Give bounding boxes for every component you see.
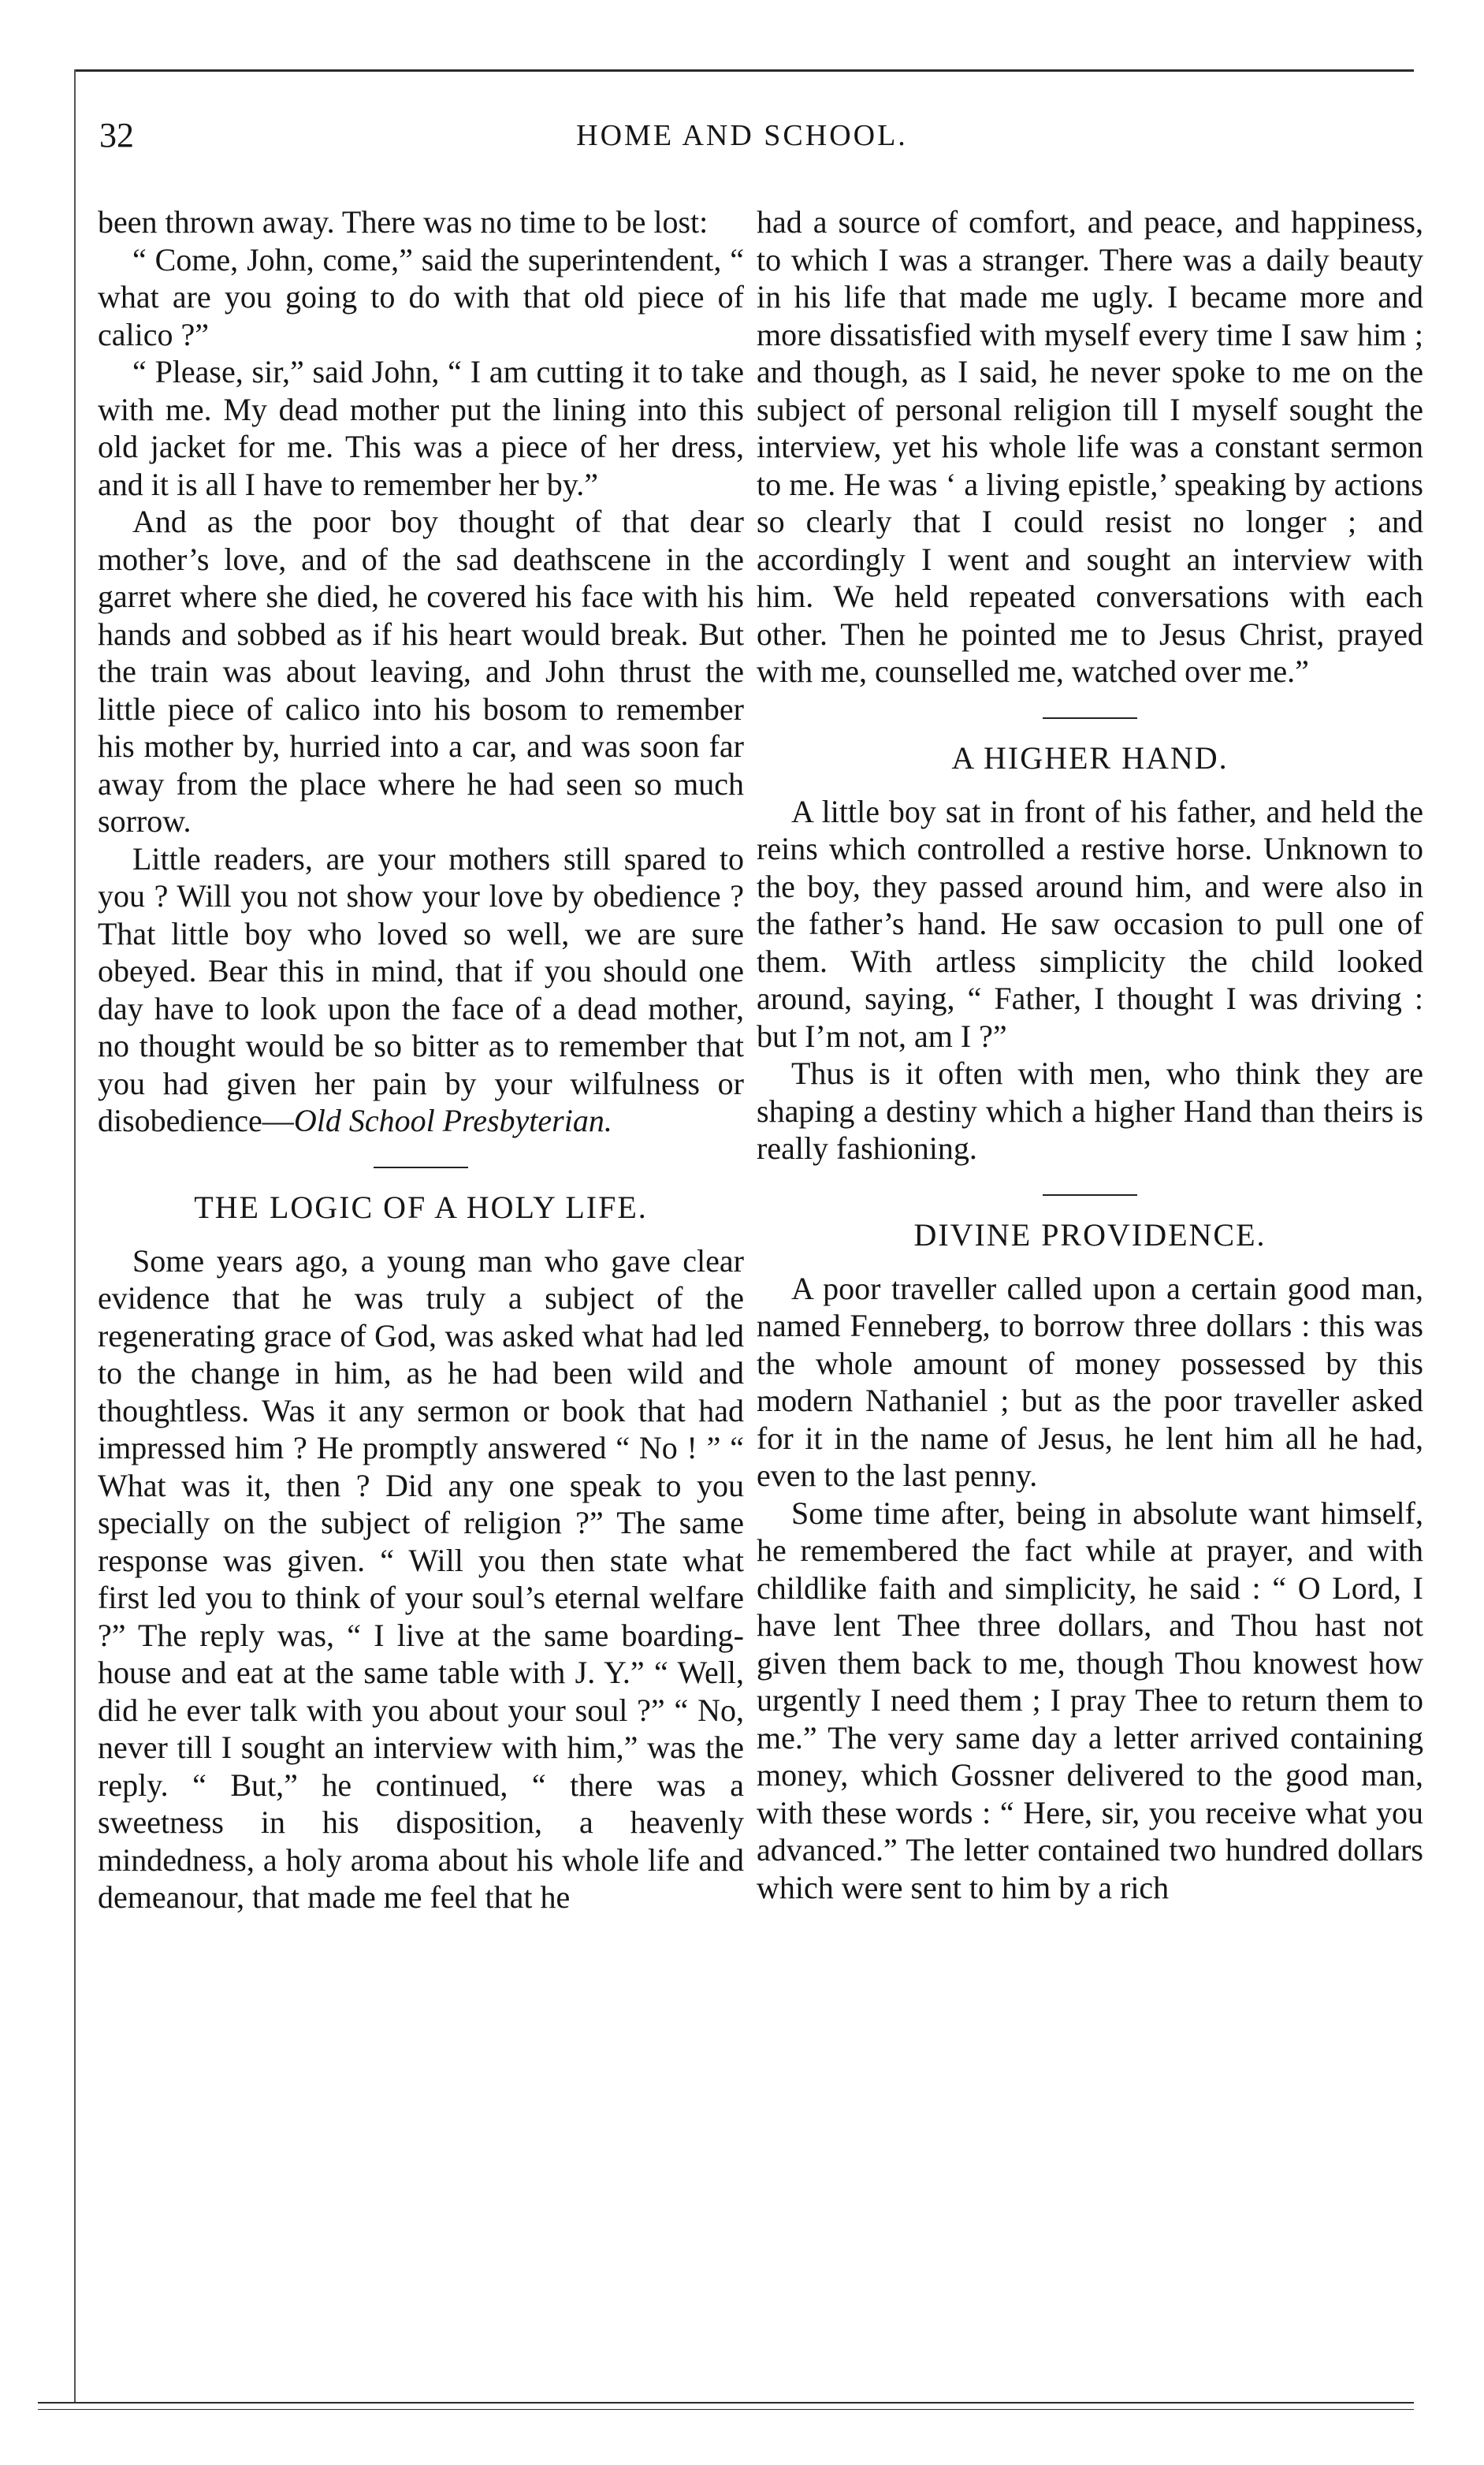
paragraph: “ Come, John, come,” said the superintendent, “ what are you going to do with that old piece of calico ?”: [98, 241, 744, 352]
running-title: HOME AND SCHOOL.: [576, 119, 908, 152]
left-column: [98, 203, 744, 1916]
bottom-rule: [38, 2402, 1414, 2404]
paragraph: “ Please, sir,” said John, “ I am cutting it to take with me. My dead mother put the lining into this old jacket for me. This was a piece of her dress, and it is all I have to remember her by.”: [98, 354, 744, 502]
left-margin-rule: [74, 69, 76, 2403]
article-heading: THE LOGIC OF A HOLY LIFE.: [194, 1189, 648, 1225]
right-column: [757, 203, 1423, 1906]
section-separator: [374, 1167, 468, 1168]
paragraph: [98, 840, 744, 1140]
bottom-rule: [38, 2409, 1414, 2410]
section-separator: [1043, 1194, 1137, 1196]
article-heading: DIVINE PROVIDENCE.: [913, 1216, 1266, 1253]
paragraph: been thrown away. There was no time to be lost:: [98, 204, 709, 240]
paragraph-text: Little readers, are your mothers still spared to you ? Will you not show your love by obedience ? That little boy who loved so well, we are sure obeyed. Bear this in mind, that if you should one day have to look upon the face of a dead mother, no thought would be so bitter as to remember that you had given her pain by your wilfulness or disobedience—: [98, 840, 744, 1138]
paragraph: Some time after, being in absolute want himself, he remembered the fact while at prayer, and with childlike faith and simplicity, he said : “ O Lord, I have lent Thee three dollars, and Thou hast not given them back to me, though Thou knowest how urgently I need them ; I pray Thee to return them to me.” The very same day a letter arrived containing money, which Gossner delivered to the good man, with these words : “ Here, sir, you receive what you advanced.” The letter contained two hundred dollars which were sent to him by a rich: [757, 1495, 1423, 1905]
article-heading: A HIGHER HAND.: [951, 739, 1229, 776]
paragraph: had a source of comfort, and peace, and happiness, to which I was a stranger. There was a daily beauty in his life that made me ugly. I became more and more dissatisfied with myself every time I saw him ; and though, as I said, he never spoke to me on the subject of personal religion till I myself sought the interview, yet his whole life was a constant sermon to me. He was ‘ a living epistle,’ speaking by actions so clearly that I could resist no longer ; and accordingly I went and sought an interview with him. We held repeated conversations with each other. Then he pointed me to Jesus Christ, prayed with me, counselled me, watched over me.”: [757, 204, 1423, 689]
paragraph: Some years ago, a young man who gave clear evidence that he was truly a subject of the regenerating grace of God, was asked what had led to the change in him, as he had been wild and thoughtless. Was it any sermon or book that had impressed him ? He promptly answered “ No ! ” “ What was it, then ? Did any one speak to you specially on the subject of religion ?” The same response was given. “ Will you then state what first led you to think of your soul’s eternal welfare ?” The reply was, “ I live at the same boarding-house and eat at the same table with J. Y.” “ Well, did he ever talk with you about your soul ?” “ No, never till I sought an interview with him,” was the reply. “ But,” he continued, “ there was a sweetness in his disposition, a heavenly mindedness, a holy aroma about his whole life and demeanour, that made me feel that he: [98, 1242, 744, 1915]
paragraph: A poor traveller called upon a certain good man, named Fenneberg, to borrow three dollars : this was the whole amount of money possessed by this modern Nathaniel ; but as the poor traveller asked for it in the name of Jesus, he lent him all he had, even to the last penny.: [757, 1270, 1423, 1493]
page-number: 32: [99, 116, 134, 155]
top-rule: [74, 69, 1414, 72]
paragraph: And as the poor boy thought of that dear mother’s love, and of the sad deathscene in the garret where she died, he covered his face with his hands and sobbed as if his heart would break. But the train was about leaving, and John thrust the little piece of calico into his bosom to remember his mother by, hurried into a car, and was soon far away from the place where he had seen so much sorrow.: [98, 504, 744, 839]
paragraph: A little boy sat in front of his father, and held the reins which controlled a restive horse. Unknown to the boy, they passed around him, and were also in the father’s hand. He saw occasion to pull one of them. With artless simplicity the child looked around, saying, “ Father, I thought I was driving : but I’m not, am I ?”: [757, 793, 1423, 1054]
section-separator: [1043, 717, 1137, 719]
paragraph: Thus is it often with men, who think they are shaping a destiny which a higher Hand than theirs is really fashioning.: [757, 1056, 1423, 1166]
source-attribution: Old School Presbyterian.: [293, 1103, 612, 1138]
